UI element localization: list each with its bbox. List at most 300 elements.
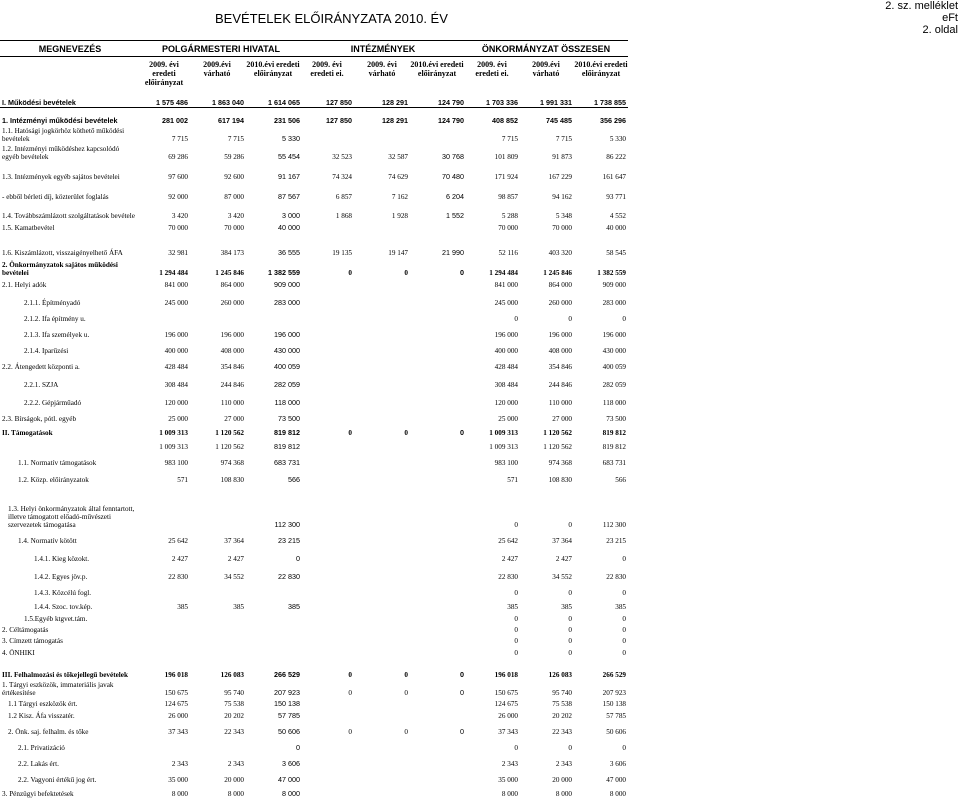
row-label: 1.4.1. Kieg közokt. [34, 555, 90, 563]
row-value-c7: 25 000 [498, 415, 518, 423]
row-value-c3 [246, 623, 302, 634]
table-row [0, 161, 628, 181]
row-value-c8: 2 427 [555, 555, 572, 563]
row-label: 1.4.2. Egyes jöv.p. [34, 573, 88, 581]
row-value-c2: 244 846 [220, 381, 244, 389]
row-value-c5 [354, 611, 410, 623]
row-value-c5 [354, 496, 410, 529]
row-value-c7: 150 675 [494, 689, 518, 697]
row-value-c3: 55 454 [278, 152, 300, 161]
row-value-c4 [302, 736, 354, 752]
row-value-c5 [354, 467, 410, 484]
row-value-c8: 7 715 [555, 135, 572, 143]
row-value-c8: 75 538 [552, 700, 572, 708]
row-value-c5 [354, 736, 410, 752]
row-value-c2: 22 343 [224, 728, 244, 736]
row-value-c7: 0 [514, 649, 518, 657]
row-value-c1: 120 000 [164, 399, 188, 407]
row-value-c8: 126 083 [548, 671, 572, 679]
row-label: 2. Céltámogatás [2, 626, 49, 634]
row-value-c5: 32 587 [388, 153, 408, 161]
row-value-c5 [354, 623, 410, 634]
row-value-c8: 0 [568, 744, 572, 752]
row-value-c3: 819 812 [274, 442, 300, 451]
row-value-c1 [140, 484, 190, 496]
row-value-c6 [410, 752, 466, 768]
row-label: 1.3. Intézmények egyéb sajátos bevételei [2, 173, 120, 181]
row-value-c2: 126 083 [220, 671, 244, 679]
row-value-c7: 52 116 [498, 249, 518, 257]
row-value-c4 [302, 323, 354, 339]
row-value-c5 [354, 355, 410, 371]
row-value-c5: 0 [404, 671, 408, 679]
row-value-c3: 196 000 [274, 330, 300, 339]
row-value-c4 [302, 371, 354, 389]
row-value-c4 [302, 496, 354, 529]
subheader-c5: 2009. évi várható [367, 60, 397, 78]
row-value-c2: 1 120 562 [215, 429, 244, 437]
row-value-c8: 1 245 846 [543, 269, 572, 277]
row-value-c2 [190, 623, 246, 634]
row-value-c4 [302, 784, 354, 798]
row-label: 2.2. Átengedett központi a. [2, 363, 80, 371]
row-value-c3: 73 500 [278, 414, 300, 423]
row-value-c7: 1 294 484 [489, 269, 518, 277]
row-value-c7: 408 852 [492, 116, 518, 125]
row-value-c8: 0 [568, 649, 572, 657]
row-value-c9: 1 738 855 [594, 97, 626, 107]
row-value-c9: 196 000 [602, 331, 626, 339]
row-value-c6: 0 [460, 688, 464, 697]
row-value-c6 [410, 323, 466, 339]
row-value-c5: 19 147 [388, 249, 408, 257]
row-label: 1.3. Helyi önkormányzatok által fenntartott, illetve támogatott előadó-művészeti szervezetek támogatása [8, 505, 135, 529]
row-value-c4: 32 523 [332, 153, 352, 161]
row-value-c3: 385 [288, 602, 300, 611]
row-value-c4: 0 [348, 689, 352, 697]
annex-number: 2. sz. melléklet [885, 0, 958, 12]
table-row [0, 257, 628, 277]
row-value-c5 [354, 484, 410, 496]
row-value-c9: 5 330 [609, 135, 626, 143]
row-value-c3: 1 614 065 [268, 97, 300, 107]
row-value-c9: 0 [622, 649, 626, 657]
subheader-c7: 2009. évi eredeti ei. [475, 60, 509, 78]
row-label: 1.2. Közp. előirányzatok [18, 476, 89, 484]
row-label: 2. Önkormányzatok sajátos működési bevételei [2, 261, 118, 277]
row-value-c8: 385 [561, 603, 572, 611]
row-value-c9: 819 812 [602, 429, 626, 437]
row-value-c4 [302, 581, 354, 597]
row-value-c7: 0 [514, 744, 518, 752]
row-value-c3 [246, 581, 302, 597]
row-value-c4: 0 [348, 429, 352, 437]
row-value-c5 [354, 323, 410, 339]
row-value-c8: 20 000 [552, 776, 572, 784]
table-row [0, 407, 628, 423]
row-label: 1. Intézményi működési bevételek [2, 116, 118, 125]
row-value-c7: 35 000 [498, 776, 518, 784]
row-value-c4 [302, 529, 354, 545]
row-value-c4: 0 [348, 269, 352, 277]
row-value-c3: 50 606 [278, 727, 300, 736]
row-value-c1: 2 343 [171, 760, 188, 768]
row-value-c8: 403 320 [548, 249, 572, 257]
row-value-c2 [190, 634, 246, 645]
row-value-c6 [410, 529, 466, 545]
row-value-c5 [354, 437, 410, 451]
row-value-c2: 974 368 [220, 459, 244, 467]
row-label: 1.4.4. Szoc. tov.kép. [34, 603, 93, 611]
row-value-c9: 50 606 [606, 728, 626, 736]
table-row [0, 645, 628, 657]
row-value-c3: 0 [296, 554, 300, 563]
row-label: 1.4. Normatív kötött [18, 537, 77, 545]
row-value-c6 [410, 736, 466, 752]
row-value-c5: 128 291 [382, 97, 408, 107]
row-value-c3: 3 606 [282, 759, 300, 768]
row-value-c7: 98 857 [498, 193, 518, 201]
table-row [0, 581, 628, 597]
table-row [0, 597, 628, 611]
row-value-c3: 909 000 [274, 280, 300, 289]
row-value-c5 [354, 289, 410, 307]
row-value-c4 [302, 437, 354, 451]
row-value-c2: 1 863 040 [212, 97, 244, 107]
row-value-c3: 5 330 [282, 134, 300, 143]
row-value-c7: 0 [514, 315, 518, 323]
table-row [0, 467, 628, 484]
row-label: 1.5. Kamatbevétel [2, 224, 55, 232]
row-value-c2 [190, 736, 246, 752]
row-value-c6 [410, 563, 466, 581]
row-value-c3: 47 000 [278, 775, 300, 784]
subheader-c3: 2010.évi eredeti előirányzat [246, 60, 300, 78]
row-label: 2.2.2. Gépjárműadó [24, 399, 82, 407]
row-value-c7: 1 009 313 [489, 443, 518, 451]
row-value-c4: 127 850 [326, 116, 352, 125]
row-value-c8: 974 368 [548, 459, 572, 467]
row-label: 1.1 Tárgyi eszközök ért. [8, 700, 78, 708]
row-value-c7: 983 100 [494, 459, 518, 467]
row-value-c3: 683 731 [274, 458, 300, 467]
row-value-c2: 37 364 [224, 537, 244, 545]
row-value-c6 [410, 708, 466, 720]
row-value-c5 [354, 708, 410, 720]
row-value-c7: 70 000 [498, 224, 518, 232]
row-label: 1.5.Egyéb ktgvet.tám. [24, 615, 88, 623]
row-value-c9: 161 647 [602, 173, 626, 181]
row-value-c5 [354, 339, 410, 355]
row-value-c8: 1 120 562 [543, 443, 572, 451]
row-value-c5 [354, 307, 410, 323]
row-value-c6 [410, 339, 466, 355]
row-value-c8: 196 000 [548, 331, 572, 339]
table-row [0, 307, 628, 323]
row-value-c5 [354, 645, 410, 657]
row-label: 2.2.1. SZJA [24, 381, 59, 389]
row-value-c6 [410, 220, 466, 232]
row-value-c2: 385 [233, 603, 244, 611]
row-value-c9: 93 771 [606, 193, 626, 201]
row-value-c3 [246, 611, 302, 623]
row-label: 2.1.1. Építményadó [24, 299, 81, 307]
row-value-c5: 0 [404, 269, 408, 277]
row-value-c7: 196 018 [494, 671, 518, 679]
table-row [0, 611, 628, 623]
row-value-c1 [140, 307, 190, 323]
row-value-c8 [520, 484, 574, 496]
row-value-c4 [302, 389, 354, 407]
row-value-c8: 0 [568, 589, 572, 597]
row-value-c1: 196 018 [164, 671, 188, 679]
row-value-c4 [302, 451, 354, 467]
table-row [0, 623, 628, 634]
row-value-c7: 245 000 [494, 299, 518, 307]
row-label: 1.6. Kiszámlázott, visszaigényelhető ÁFA [2, 249, 123, 257]
row-value-c1: 571 [177, 476, 188, 484]
row-value-c6 [410, 784, 466, 798]
row-value-c2: 2 343 [227, 760, 244, 768]
row-value-c5: 0 [404, 689, 408, 697]
row-value-c8: 0 [568, 521, 572, 529]
row-value-c5 [354, 220, 410, 232]
row-label: II. Támogatások [2, 429, 53, 437]
row-value-c7: 7 715 [501, 135, 518, 143]
row-value-c1: 2 427 [171, 555, 188, 563]
table-row [0, 563, 628, 581]
row-value-c8: 95 740 [552, 689, 572, 697]
table-row [0, 93, 628, 107]
row-value-c2: 20 202 [224, 712, 244, 720]
table-row [0, 143, 628, 161]
row-value-c2: 20 000 [224, 776, 244, 784]
row-label: III. Felhalmozási és tőkejellegű bevételek [2, 671, 128, 679]
row-value-c7: 0 [514, 637, 518, 645]
row-value-c3: 430 000 [274, 346, 300, 355]
row-value-c7: 1 703 336 [486, 97, 518, 107]
row-value-c1: 385 [177, 603, 188, 611]
row-value-c7: 0 [514, 589, 518, 597]
row-value-c9: 4 552 [609, 212, 626, 220]
row-value-c9: 266 529 [602, 671, 626, 679]
row-value-c7: 120 000 [494, 399, 518, 407]
subheader-c6: 2010.évi eredeti előirányzat [410, 60, 464, 78]
table-row [0, 389, 628, 407]
row-label: 2.1. Helyi adók [2, 281, 47, 289]
row-value-c1: 37 343 [168, 728, 188, 736]
subheader-c9: 2010.évi eredeti előirányzat [574, 60, 628, 78]
row-value-c1 [140, 496, 190, 529]
row-value-c5 [354, 371, 410, 389]
row-label: 2. Önk. saj. felhalm. és tőke [8, 728, 89, 736]
row-value-c9: 566 [615, 476, 626, 484]
row-label: 2.2. Vagyoni értékű jog ért. [18, 776, 97, 784]
row-value-c2: 1 245 846 [215, 269, 244, 277]
row-value-c2: 87 000 [224, 193, 244, 201]
table-row [0, 113, 628, 125]
row-value-c8: 34 552 [552, 573, 572, 581]
page-number: 2. oldal [922, 24, 958, 36]
row-value-c5 [354, 545, 410, 563]
row-value-c9: 283 000 [602, 299, 626, 307]
row-value-c6 [410, 355, 466, 371]
row-value-c3: 57 785 [278, 711, 300, 720]
row-value-c3: 36 555 [278, 248, 300, 257]
row-value-c5: 0 [404, 728, 408, 736]
row-value-c9: 909 000 [602, 281, 626, 289]
row-value-c8: 8 000 [555, 790, 572, 798]
row-value-c7: 5 288 [501, 212, 518, 220]
row-value-c3 [246, 645, 302, 657]
row-value-c7: 385 [507, 603, 518, 611]
row-value-c8: 1 991 331 [540, 97, 572, 107]
row-label: 3. Címzett támogatás [2, 637, 63, 645]
row-label: 2.3. Bírságok, pótl. egyéb [2, 415, 77, 423]
row-value-c6 [410, 289, 466, 307]
row-value-c6 [410, 581, 466, 597]
row-value-c6: 0 [460, 268, 464, 277]
row-value-c5 [354, 407, 410, 423]
row-value-c4 [302, 339, 354, 355]
row-value-c6 [410, 496, 466, 529]
row-value-c6 [410, 389, 466, 407]
row-value-c4 [302, 645, 354, 657]
row-value-c4 [302, 220, 354, 232]
row-value-c6 [410, 597, 466, 611]
row-value-c5 [354, 581, 410, 597]
table-row [0, 768, 628, 784]
row-value-c1 [140, 581, 190, 597]
table-row [0, 657, 628, 679]
row-value-c4 [302, 289, 354, 307]
row-value-c2: 95 740 [224, 689, 244, 697]
row-value-c3: 91 167 [278, 172, 300, 181]
row-label: 1.2 Kisz. Áfa visszatér. [8, 712, 75, 720]
row-value-c9: 47 000 [606, 776, 626, 784]
row-value-c6 [410, 634, 466, 645]
annex-reference [885, 0, 958, 36]
row-value-c1: 3 420 [171, 212, 188, 220]
table-row [0, 355, 628, 371]
table-row [0, 679, 628, 697]
row-value-c4 [302, 277, 354, 289]
row-value-c8: 37 364 [552, 537, 572, 545]
row-value-c1: 308 484 [164, 381, 188, 389]
row-label: 1.1. Normatív támogatások [18, 459, 97, 467]
row-value-c1: 92 000 [168, 193, 188, 201]
table-row [0, 323, 628, 339]
row-value-c4: 6 857 [335, 193, 352, 201]
row-value-c7: 25 642 [498, 537, 518, 545]
row-value-c6 [410, 623, 466, 634]
row-value-c7: 22 830 [498, 573, 518, 581]
row-value-c7: 26 000 [498, 712, 518, 720]
row-label: 1. Tárgyi eszközök, immateriális javak értékesítése [2, 681, 114, 697]
row-value-c8: 22 343 [552, 728, 572, 736]
row-value-c1: 281 002 [162, 116, 188, 125]
row-value-c7: 171 924 [494, 173, 518, 181]
row-value-c3: 23 215 [278, 536, 300, 545]
row-value-c5: 128 291 [382, 116, 408, 125]
row-value-c9: 819 812 [602, 443, 626, 451]
row-value-c1: 22 830 [168, 573, 188, 581]
row-value-c1: 69 286 [168, 153, 188, 161]
row-value-c9: 0 [622, 315, 626, 323]
row-value-c8: 408 000 [548, 347, 572, 355]
row-value-c7: 2 427 [501, 555, 518, 563]
subheader-c4: 2009. évi eredeti ei. [310, 60, 344, 78]
row-value-c1: 841 000 [164, 281, 188, 289]
row-value-c8: 0 [568, 315, 572, 323]
row-value-c2: 59 286 [224, 153, 244, 161]
row-value-c4 [302, 545, 354, 563]
row-value-c1: 196 000 [164, 331, 188, 339]
row-value-c4 [302, 768, 354, 784]
row-value-c3 [246, 634, 302, 645]
row-value-c4 [302, 407, 354, 423]
row-value-c4 [302, 697, 354, 708]
table-row [0, 545, 628, 563]
table-row [0, 201, 628, 220]
row-value-c9: 22 830 [606, 573, 626, 581]
row-value-c5 [354, 389, 410, 407]
row-value-c3: 87 567 [278, 192, 300, 201]
row-value-c1: 245 000 [164, 299, 188, 307]
row-value-c9: 112 300 [602, 521, 626, 529]
row-value-c1: 26 000 [168, 712, 188, 720]
row-value-c1 [140, 623, 190, 634]
row-label [0, 484, 140, 496]
row-value-c7: 1 009 313 [489, 429, 518, 437]
row-value-c1: 1 009 313 [159, 443, 188, 451]
row-value-c2: 3 420 [227, 212, 244, 220]
row-value-c8: 0 [568, 615, 572, 623]
row-value-c9: 73 500 [606, 415, 626, 423]
row-value-c4 [302, 752, 354, 768]
row-value-c4 [302, 563, 354, 581]
subheader-c8: 2009.évi várható [532, 60, 560, 78]
row-value-c2 [190, 484, 246, 496]
row-value-c7: 0 [514, 615, 518, 623]
row-label: 3. Pénzügyi befektetések [2, 790, 74, 798]
row-value-c3: 1 382 559 [268, 268, 300, 277]
row-label: - ebből bérleti díj, közterület foglalás [2, 193, 109, 201]
row-value-c1: 32 981 [168, 249, 188, 257]
row-value-c5 [354, 529, 410, 545]
row-value-c2: 196 000 [220, 331, 244, 339]
row-value-c1 [140, 611, 190, 623]
row-value-c3 [246, 484, 302, 496]
row-value-c6 [410, 451, 466, 467]
row-value-c2: 1 120 562 [215, 443, 244, 451]
row-value-c5 [354, 277, 410, 289]
row-value-c1: 150 675 [164, 689, 188, 697]
row-value-c6 [410, 484, 466, 496]
row-value-c6 [410, 545, 466, 563]
row-value-c3 [246, 307, 302, 323]
subheader-c2: 2009.évi várható [203, 60, 231, 78]
row-label: 2.1.2. Ifa építmény u. [24, 315, 86, 323]
row-value-c1: 428 484 [164, 363, 188, 371]
table-row [0, 736, 628, 752]
row-value-c7: 308 484 [494, 381, 518, 389]
row-value-c6: 21 990 [442, 248, 464, 257]
row-value-c9: 0 [622, 615, 626, 623]
group-header-mayors-office: POLGÁRMESTERI HIVATAL [162, 44, 280, 54]
row-value-c9: 150 138 [602, 700, 626, 708]
row-value-c9: 430 000 [602, 347, 626, 355]
